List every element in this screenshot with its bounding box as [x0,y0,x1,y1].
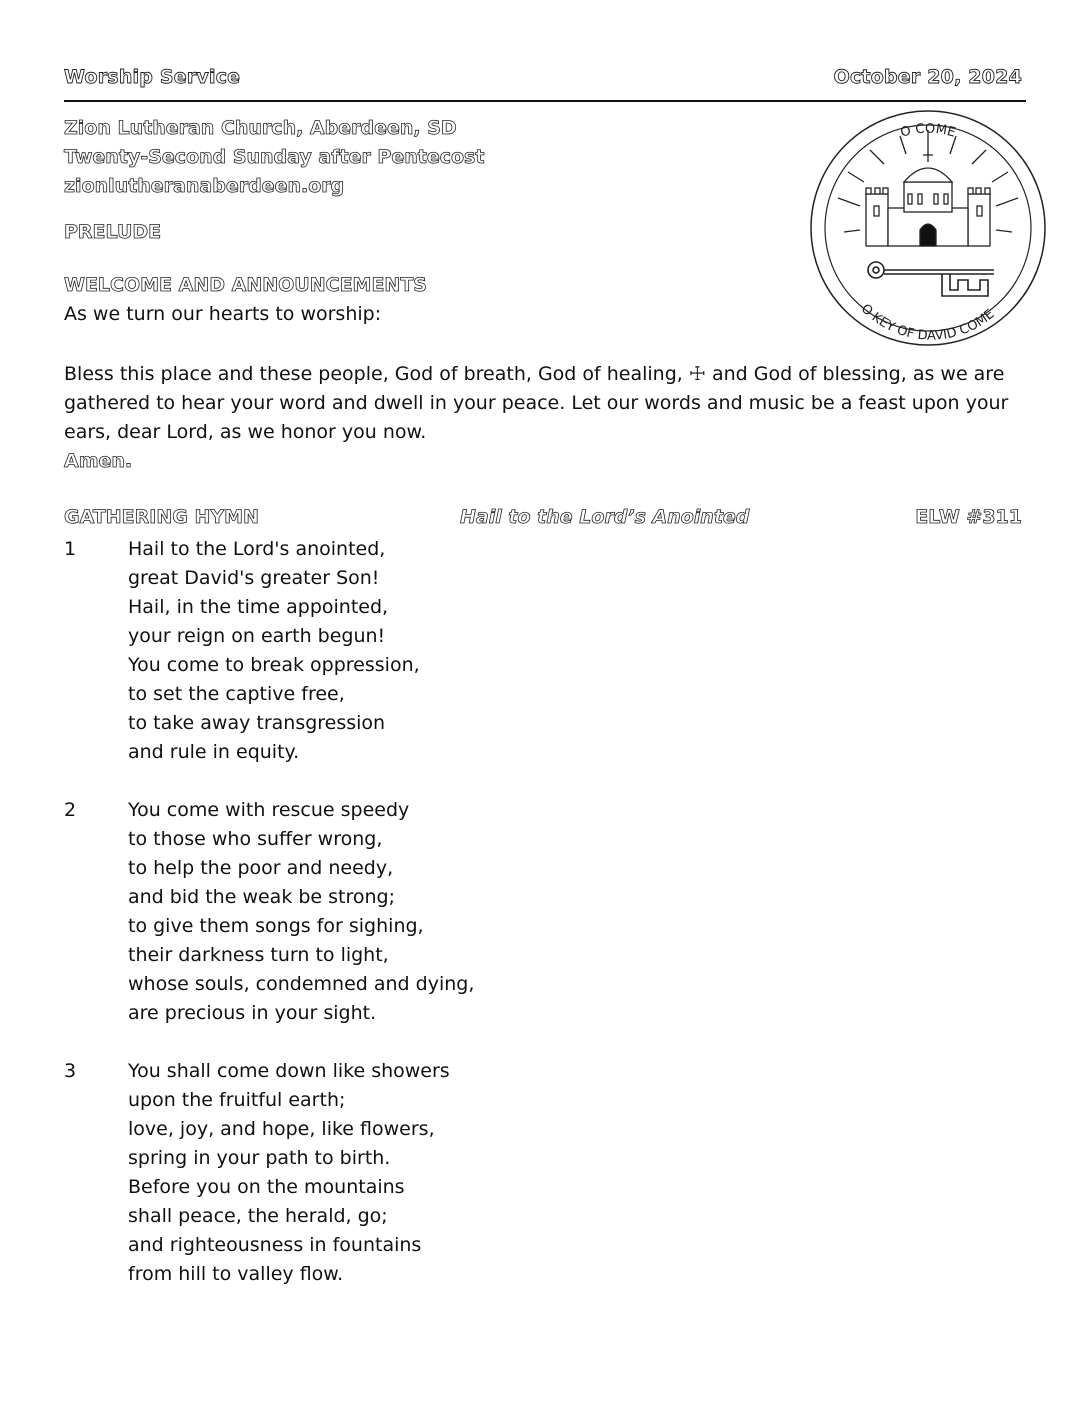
hymn-label: GATHERING HYMN [64,506,259,528]
verse-line: to help the poor and needy, [128,857,394,879]
emblem-top-text: O COME [898,121,958,141]
hymn-heading [64,506,1022,535]
key-icon [868,262,994,296]
verse-lines [128,535,420,767]
verse-line: whose souls, condemned and dying, [128,973,475,995]
verse-number: 3 [64,1060,77,1082]
sunday-name: Twenty-Second Sunday after Pentecost [64,146,485,168]
hymn-title: Hail to the Lord’s Anointed [460,506,750,528]
castle-icon [866,150,990,246]
cross-icon: ☩ [688,363,706,385]
church-name: Zion Lutheran Church, Aberdeen, SD [64,117,457,139]
welcome-heading: WELCOME AND ANNOUNCEMENTS [64,274,427,296]
verse-line: spring in your path to birth. [128,1147,391,1169]
verse-line: from hill to valley flow. [128,1263,344,1285]
verse-line: You shall come down like showers [128,1060,450,1082]
verse-line: upon the fruitful earth; [128,1089,346,1111]
verse-line: and righteousness in fountains [128,1234,422,1256]
verse-line: to set the captive free, [128,683,345,705]
verse-line: to give them songs for sighing, [128,915,424,937]
emblem-bottom-text: O KEY OF DAVID COME [857,301,998,344]
verse-line: You come to break oppression, [128,654,420,676]
church-info [64,114,484,201]
hymn-number: ELW #311 [915,506,1022,528]
verse-line: and bid the weak be strong; [128,886,396,908]
verse-line: shall peace, the herald, go; [128,1205,388,1227]
verse-line: Hail to the Lord's anointed, [128,538,386,560]
verse-line: their darkness turn to light, [128,944,389,966]
service-date: October 20, 2024 [833,66,1022,88]
key-of-david-emblem [808,110,1048,350]
verse-number: 2 [64,799,77,821]
prayer-text-part2: and God of blessing, as we are gathered to hear your word and dwell in your peace. Let our words and music be a feast upon your ears, dear Lord, as we honor you now. [64,363,1009,443]
prayer-text-part1: Bless this place and these people, God of breath, God of healing, [64,363,689,385]
verse-line: great David's greater Son! [128,567,380,589]
service-title: Worship Service [64,66,241,88]
verse-lines [128,796,474,1028]
opening-prayer [64,360,1024,476]
verse-line: your reign on earth begun! [128,625,386,647]
prayer-amen: Amen. [64,450,133,472]
church-website: zionlutheranaberdeen.org [64,175,345,197]
verse-number: 1 [64,538,77,560]
verse-line: are precious in your sight. [128,1002,377,1024]
verse-line: love, joy, and hope, like flowers, [128,1118,435,1140]
verse-line: and rule in equity. [128,741,300,763]
welcome-intro: As we turn our hearts to worship: [64,303,382,325]
verse-lines [128,1057,450,1289]
verse-line: You come with rescue speedy [128,799,410,821]
verse-line: Before you on the mountains [128,1176,405,1198]
verse-line: to take away transgression [128,712,386,734]
page-header [64,66,1026,102]
verse-line: to those who suffer wrong, [128,828,383,850]
prelude-heading: PRELUDE [64,221,162,243]
verse-line: Hail, in the time appointed, [128,596,389,618]
